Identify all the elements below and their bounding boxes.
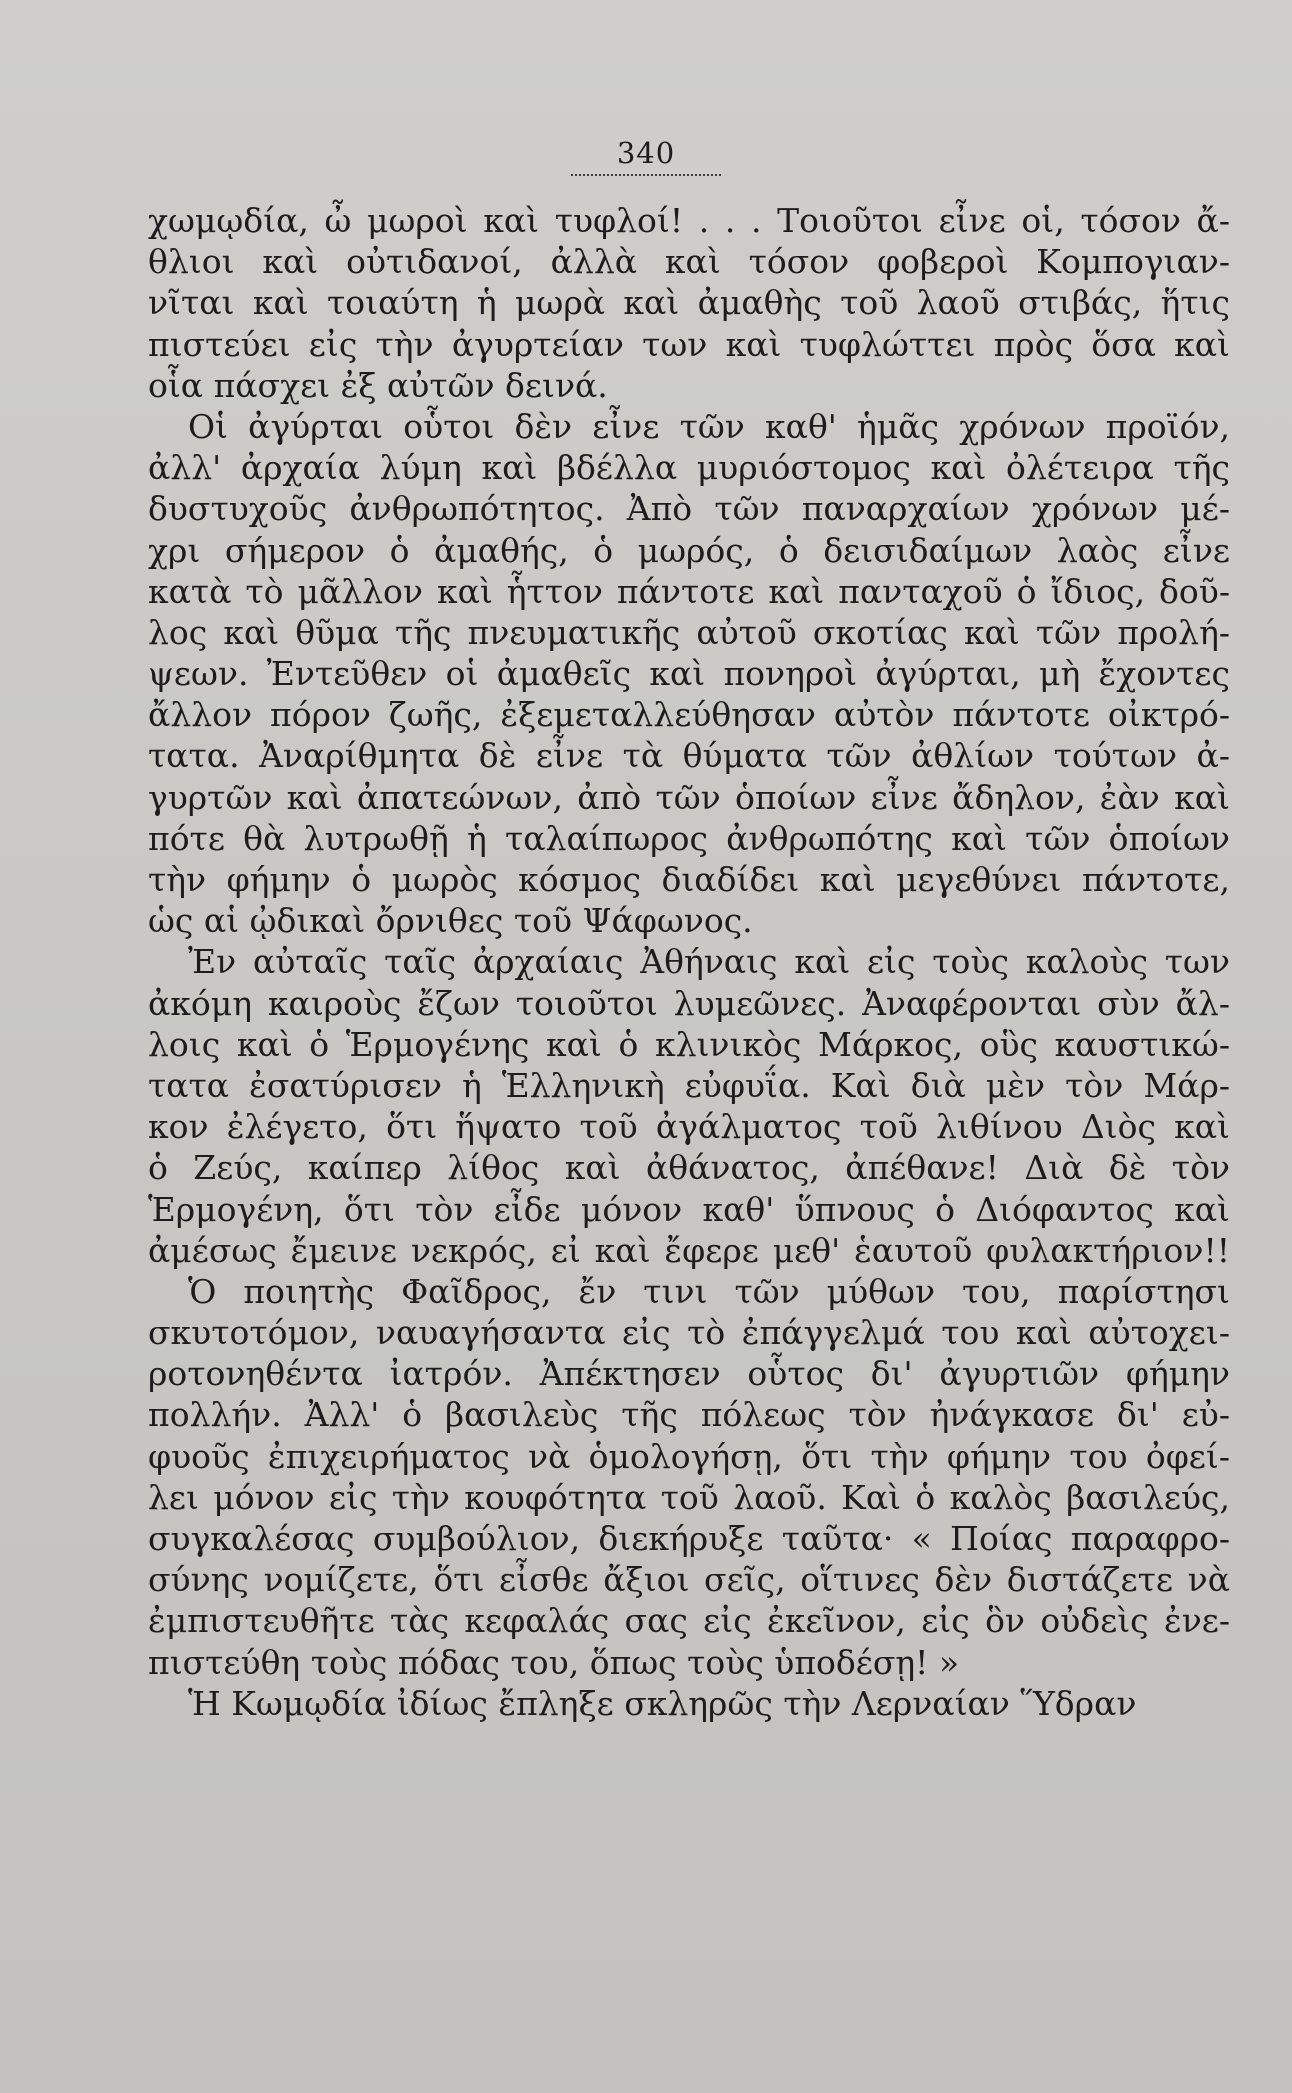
text-line: κατὰ τὸ μᾶλλον καὶ ἧττον πάντοτε καὶ πανταχοῦ ὁ ἴδιος, δοῦ- <box>148 571 1230 611</box>
text-line: ὡς αἱ ᾠδικαὶ ὄρνιθες τοῦ Ψάφωνος. <box>148 901 753 941</box>
text-line: χωμῳδία, ὦ μωροὶ καὶ τυφλοί! . . . Τοιοῦτοι εἶνε οἱ, τόσον ἄ- <box>148 201 1230 240</box>
page-number <box>0 136 1292 176</box>
text-line: ἐμπιστευθῆτε τὰς κεφαλάς σας εἰς ἐκεῖνον, εἰς ὃν οὐδεὶς ἐνε- <box>148 1601 1230 1641</box>
text-line: σκυτοτόμον, ναυαγήσαντα εἰς τὸ ἐπάγγελμά του καὶ αὐτοχει- <box>148 1313 1230 1353</box>
text-line: φυοῦς ἐπιχειρήματος νὰ ὁμολογήσῃ, ὅτι τὴν φήμην του ὀφεί- <box>148 1436 1230 1476</box>
text-line: Ὁ ποιητὴς Φαῖδρος, ἔν τινι τῶν μύθων του, παρίστησι <box>188 1271 1230 1311</box>
text-line: ὁ Ζεύς, καίπερ λίθος καὶ ἀθάνατος, ἀπέθανε! Διὰ δὲ τὸν <box>148 1148 1230 1188</box>
text-line: ἀμέσως ἔμεινε νεκρός, εἰ καὶ ἔφερε μεθ' ἑαυτοῦ φυλακτήριον!! <box>148 1230 1230 1270</box>
text-line: σύνης νομίζετε, ὅτι εἶσθε ἄξιοι σεῖς, οἵτινες δὲν διστάζετε νὰ <box>148 1560 1230 1600</box>
text-line: νῖται καὶ τοιαύτη ἡ μωρὰ καὶ ἀμαθὴς τοῦ λαοῦ στιβάς, ἥτις <box>148 283 1230 323</box>
text-line: πότε θὰ λυτρωθῇ ἡ ταλαίπωρος ἀνθρωπότης καὶ τῶν ὁποίων <box>148 818 1230 858</box>
page-number-text: 340 <box>616 136 676 170</box>
text-line: κον ἐλέγετο, ὅτι ἥψατο τοῦ ἀγάλματος τοῦ λιθίνου Διὸς καὶ <box>148 1107 1230 1147</box>
text-line: συγκαλέσας συμβούλιον, διεκήρυξε ταῦτα· « Ποίας παραφρο- <box>148 1519 1230 1558</box>
text-line: γυρτῶν καὶ ἀπατεώνων, ἀπὸ τῶν ὁποίων εἶνε ἄδηλον, ἐὰν καὶ <box>148 777 1230 817</box>
text-line: τατα. Ἀναρίθμητα δὲ εἶνε τὰ θύματα τῶν ἀθλίων τούτων ἀ- <box>148 736 1230 776</box>
text-line: πολλήν. Ἀλλ' ὁ βασιλεὺς τῆς πόλεως τὸν ἠνάγκασε δι' εὐ- <box>148 1395 1230 1435</box>
text-line: λει μόνον εἰς τὴν κουφότητα τοῦ λαοῦ. Καὶ ὁ καλὸς βασιλεύς, <box>148 1477 1230 1517</box>
text-line: οἷα πάσχει ἐξ αὐτῶν δεινά. <box>148 365 608 405</box>
text-line: τατα ἐσατύρισεν ἡ Ἑλληνικὴ εὐφυΐα. Καὶ διὰ μὲν τὸν Μάρ- <box>148 1065 1230 1105</box>
text-line: χρι σήμερον ὁ ἀμαθής, ὁ μωρός, ὁ δεισιδαίμων λαὸς εἶνε <box>148 530 1230 570</box>
text-line: τὴν φήμην ὁ μωρὸς κόσμος διαδίδει καὶ μεγεθύνει πάντοτε, <box>148 860 1230 899</box>
text-line: ἀκόμη καιροὺς ἔζων τοιοῦτοι λυμεῶνες. Ἀναφέρονται σὺν ἄλ- <box>148 983 1230 1023</box>
text-line: ψεων. Ἐντεῦθεν οἱ ἀμαθεῖς καὶ πονηροὶ ἀγύρται, μὴ ἔχοντες <box>148 654 1230 694</box>
text-line: ροτονηθέντα ἰατρόν. Ἀπέκτησεν οὗτος δι' ἀγυρτιῶν φήμην <box>148 1354 1230 1394</box>
text-line: δυστυχοῦς ἀνθρωπότητος. Ἀπὸ τῶν παναρχαίων χρόνων μέ- <box>148 489 1230 529</box>
text-line: ἀλλ' ἀρχαία λύμη καὶ βδέλλα μυριόστομος καὶ ὀλέτειρα τῆς <box>148 448 1230 488</box>
text-line: Οἱ ἀγύρται οὗτοι δὲν εἶνε τῶν καθ' ἡμᾶς χρόνων προϊόν, <box>188 406 1230 446</box>
text-line: λοις καὶ ὁ Ἑρμογένης καὶ ὁ κλινικὸς Μάρκος, οὓς καυστικώ- <box>148 1024 1230 1064</box>
text-line: πιστεύθη τοὺς πόδας του, ὅπως τοὺς ὑποδέσῃ! » <box>148 1642 960 1682</box>
text-line: πιστεύει εἰς τὴν ἀγυρτείαν των καὶ τυφλώττει πρὸς ὅσα καὶ <box>148 324 1230 364</box>
text-line: ἄλλον πόρον ζωῆς, ἐξεμεταλλεύθησαν αὐτὸν πάντοτε οἰκτρό- <box>148 695 1230 735</box>
text-line: Ἑρμογένη, ὅτι τὸν εἶδε μόνον καθ' ὕπνους ὁ Διόφαντος καὶ <box>148 1189 1230 1229</box>
text-line: λος καὶ θῦμα τῆς πνευματικῆς αὐτοῦ σκοτίας καὶ τῶν προλή- <box>148 612 1230 652</box>
body-text <box>148 200 1230 1724</box>
text-line: Ἐν αὐταῖς ταῖς ἀρχαίαις Ἀθήναις καὶ εἰς τοὺς καλοὺς των <box>188 942 1230 982</box>
text-line: Ἡ Κωμῳδία ἰδίως ἔπληξε σκληρῶς τὴν Λερναίαν Ὕδραν <box>188 1683 1137 1723</box>
text-line: θλιοι καὶ οὐτιδανοί, ἀλλὰ καὶ τόσον φοβεροὶ Κομπογιαν- <box>148 242 1230 282</box>
